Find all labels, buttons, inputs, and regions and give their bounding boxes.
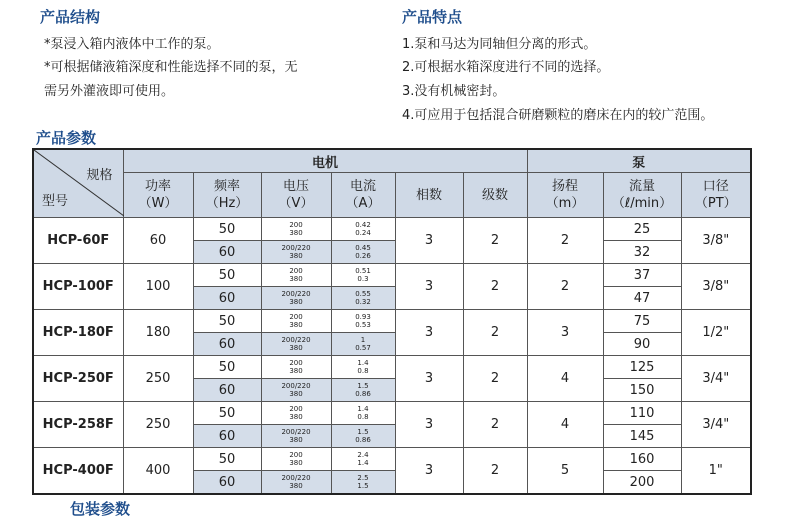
head-cell: 4 [527, 356, 603, 402]
head-cell: 2 [527, 218, 603, 264]
stage-cell: 2 [463, 448, 527, 495]
flow-cell: 90 [603, 333, 681, 356]
port-cell: 1" [681, 448, 751, 495]
model-cell: HCP-100F [33, 264, 123, 310]
stage-cell: 2 [463, 402, 527, 448]
port-cell: 3/4" [681, 402, 751, 448]
freq-cell: 50 [193, 310, 261, 333]
phase-header: 相数 [395, 173, 463, 218]
freq-cell: 50 [193, 356, 261, 379]
current-cell: 0.55 0.32 [331, 287, 395, 310]
structure-line-1: *泵浸入箱内液体中工作的泵。 [44, 37, 220, 52]
table-row [33, 264, 751, 287]
flow-cell: 110 [603, 402, 681, 425]
phase-cell: 3 [395, 356, 463, 402]
current-cell: 1 0.57 [331, 333, 395, 356]
model-cell: HCP-258F [33, 402, 123, 448]
voltage-cell: 200/220 380 [261, 471, 331, 495]
table-row [33, 310, 751, 333]
power-cell: 250 [123, 356, 193, 402]
power-cell: 250 [123, 402, 193, 448]
table-row [33, 356, 751, 379]
current-cell: 0.51 0.3 [331, 264, 395, 287]
model-cell: HCP-400F [33, 448, 123, 495]
motor-group-header: 电机 [123, 149, 527, 173]
flow-cell: 25 [603, 218, 681, 241]
flow-cell: 32 [603, 241, 681, 264]
power-cell: 400 [123, 448, 193, 495]
current-cell: 1.5 0.86 [331, 425, 395, 448]
phase-cell: 3 [395, 218, 463, 264]
table-row [33, 218, 751, 241]
packaging-title: 包装参数 [70, 500, 131, 518]
phase-cell: 3 [395, 264, 463, 310]
table-row [33, 402, 751, 425]
voltage-cell: 200/220 380 [261, 379, 331, 402]
stage-cell: 2 [463, 356, 527, 402]
freq-cell: 60 [193, 241, 261, 264]
power-header: 功率 （W） [123, 173, 193, 218]
current-cell: 0.93 0.53 [331, 310, 395, 333]
current-cell: 0.42 0.24 [331, 218, 395, 241]
current-cell: 1.5 0.86 [331, 379, 395, 402]
header-corner [33, 149, 123, 218]
voltage-cell: 200 380 [261, 218, 331, 241]
current-header: 电流 （A） [331, 173, 395, 218]
current-cell: 2.4 1.4 [331, 448, 395, 471]
flow-cell: 125 [603, 356, 681, 379]
phase-cell: 3 [395, 310, 463, 356]
power-cell: 60 [123, 218, 193, 264]
freq-cell: 60 [193, 333, 261, 356]
spec-table [32, 148, 752, 495]
flow-cell: 145 [603, 425, 681, 448]
head-cell: 3 [527, 310, 603, 356]
voltage-cell: 200 380 [261, 264, 331, 287]
flow-header: 流量 （ℓ/min） [603, 173, 681, 218]
model-cell: HCP-60F [33, 218, 123, 264]
freq-cell: 60 [193, 471, 261, 495]
head-cell: 4 [527, 402, 603, 448]
voltage-cell: 200 380 [261, 356, 331, 379]
voltage-cell: 200/220 380 [261, 425, 331, 448]
freq-cell: 50 [193, 448, 261, 471]
port-cell: 3/8" [681, 264, 751, 310]
freq-cell: 60 [193, 379, 261, 402]
model-cell: HCP-250F [33, 356, 123, 402]
model-cell: HCP-180F [33, 310, 123, 356]
voltage-cell: 200/220 380 [261, 287, 331, 310]
freq-cell: 50 [193, 218, 261, 241]
freq-cell: 60 [193, 287, 261, 310]
structure-line-3: 需另外灌液即可使用。 [44, 84, 175, 99]
flow-cell: 150 [603, 379, 681, 402]
current-cell: 1.4 0.8 [331, 356, 395, 379]
phase-cell: 3 [395, 448, 463, 495]
port-cell: 3/8" [681, 218, 751, 264]
voltage-header: 电压 （V） [261, 173, 331, 218]
params-title: 产品参数 [36, 129, 97, 147]
freq-cell: 50 [193, 402, 261, 425]
corner-spec-label: 规格 [86, 168, 113, 183]
structure-line-2: *可根据储液箱深度和性能选择不同的泵，无 [44, 60, 298, 75]
flow-cell: 47 [603, 287, 681, 310]
stage-cell: 2 [463, 218, 527, 264]
port-cell: 3/4" [681, 356, 751, 402]
features-title: 产品特点 [402, 8, 463, 26]
feature-line-2: 2.可根据水箱深度进行不同的选择。 [402, 60, 610, 75]
head-header: 扬程 （m） [527, 173, 603, 218]
freq-cell: 50 [193, 264, 261, 287]
structure-title: 产品结构 [40, 8, 101, 26]
voltage-cell: 200/220 380 [261, 333, 331, 356]
current-cell: 2.5 1.5 [331, 471, 395, 495]
power-cell: 180 [123, 310, 193, 356]
voltage-cell: 200/220 380 [261, 241, 331, 264]
stage-cell: 2 [463, 310, 527, 356]
power-cell: 100 [123, 264, 193, 310]
voltage-cell: 200 380 [261, 402, 331, 425]
corner-model-label: 型号 [42, 194, 69, 209]
flow-cell: 37 [603, 264, 681, 287]
table-row [33, 448, 751, 471]
port-cell: 1/2" [681, 310, 751, 356]
feature-line-1: 1.泵和马达为同轴但分离的形式。 [402, 37, 597, 52]
pump-group-header: 泵 [527, 149, 751, 173]
flow-cell: 160 [603, 448, 681, 471]
frequency-header: 频率 （Hz） [193, 173, 261, 218]
current-cell: 0.45 0.26 [331, 241, 395, 264]
head-cell: 5 [527, 448, 603, 495]
feature-line-4: 4.可应用于包括混合研磨颗粒的磨床在内的较广范围。 [402, 108, 714, 123]
voltage-cell: 200 380 [261, 448, 331, 471]
current-cell: 1.4 0.8 [331, 402, 395, 425]
stage-header: 级数 [463, 173, 527, 218]
voltage-cell: 200 380 [261, 310, 331, 333]
freq-cell: 60 [193, 425, 261, 448]
port-header: 口径 （PT） [681, 173, 751, 218]
flow-cell: 200 [603, 471, 681, 495]
phase-cell: 3 [395, 402, 463, 448]
flow-cell: 75 [603, 310, 681, 333]
stage-cell: 2 [463, 264, 527, 310]
head-cell: 2 [527, 264, 603, 310]
feature-line-3: 3.没有机械密封。 [402, 84, 506, 99]
